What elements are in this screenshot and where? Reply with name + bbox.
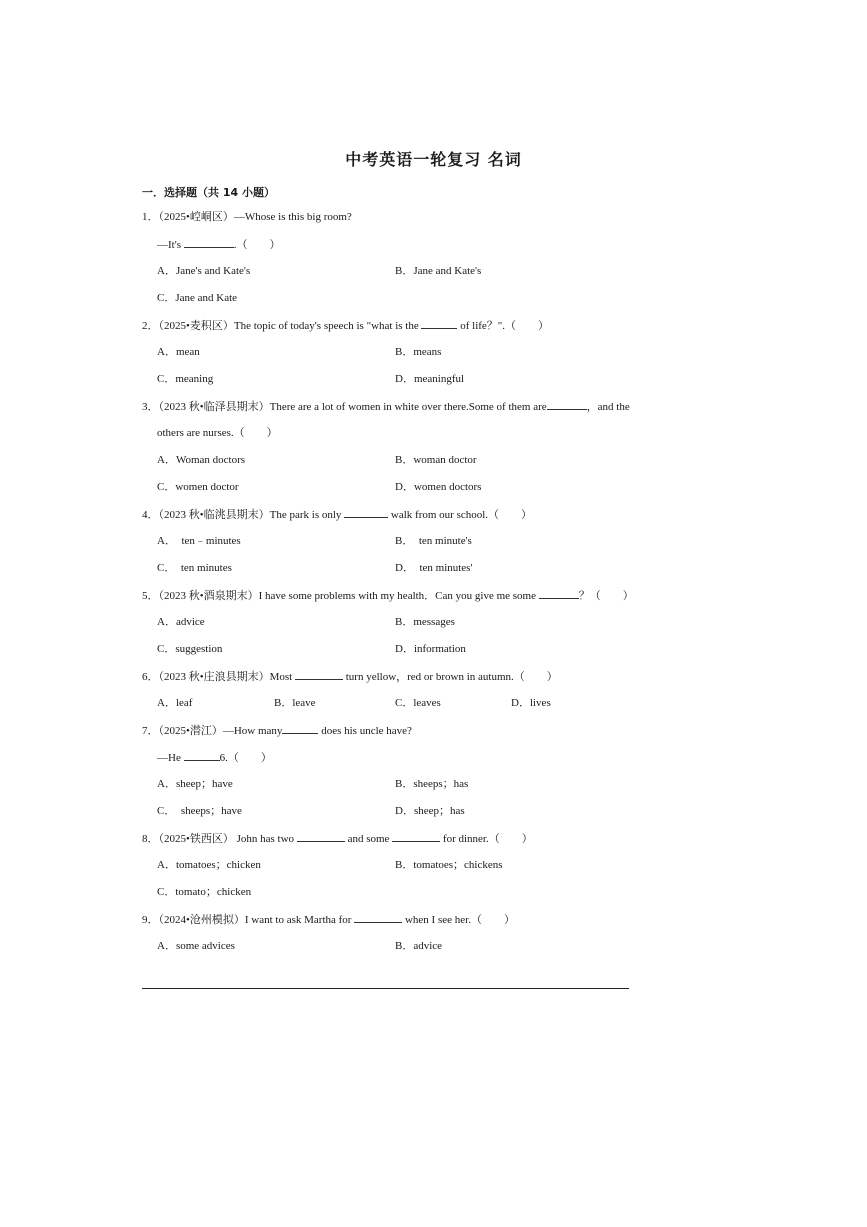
answer-blank — [184, 237, 234, 248]
question-8: 8．（2025•铁西区） John has two and some for dinner.（ ） — [142, 833, 533, 845]
option-b: B．advice — [395, 940, 443, 952]
option-d: D．meaningful — [395, 373, 465, 385]
option-b: B．Jane and Kate's — [395, 265, 482, 277]
option-a: A．sheep；have — [157, 778, 233, 790]
option-d: D．sheep；has — [395, 805, 465, 817]
option-c: C．leaves — [395, 697, 441, 709]
option-a: A． ten﹣minutes — [157, 535, 241, 547]
option-c: C．Jane and Kate — [157, 292, 238, 304]
answer-blank — [354, 912, 402, 923]
option-c: C．suggestion — [157, 643, 223, 655]
option-a: A．tomatoes；chicken — [157, 859, 261, 871]
option-c: C． ten minutes — [157, 562, 232, 574]
question-1: 1．（2025•崆峒区）—Whose is this big room? — [142, 211, 352, 223]
question-3-line-2: others are nurses.（ ） — [157, 427, 278, 439]
option-b: B．messages — [395, 616, 455, 628]
option-c: C． sheeps；have — [157, 805, 242, 817]
option-c: C．women doctor — [157, 481, 239, 493]
page-title: 中考英语一轮复习 名词 — [345, 150, 522, 169]
question-3: 3．（2023 秋•临泽县期末）There are a lot of women in white over there.Some of them are ，and the — [142, 401, 630, 413]
option-b: B．woman doctor — [395, 454, 477, 466]
option-b: B．tomatoes；chickens — [395, 859, 503, 871]
option-a: A．leaf — [157, 697, 193, 709]
option-d: D．lives — [511, 697, 551, 709]
option-a: A．Jane's and Kate's — [157, 265, 251, 277]
option-d: D． ten minutes' — [395, 562, 473, 574]
answer-blank — [295, 669, 343, 680]
section-heading: 一．选择题（共 14 小题） — [142, 186, 275, 199]
answer-blank — [282, 723, 318, 734]
answer-blank — [421, 318, 457, 329]
option-c: C．tomato；chicken — [157, 886, 252, 898]
option-b: B． ten minute's — [395, 535, 472, 547]
answer-blank — [344, 507, 388, 518]
question-9: 9．（2024•沧州模拟）I want to ask Martha for when I see her.（ ） — [142, 914, 515, 926]
question-7-line-2: —He 6.（ ） — [157, 752, 272, 764]
option-a: A．mean — [157, 346, 200, 358]
option-a: A．some advices — [157, 940, 235, 952]
question-5: 5．（2023 秋•酒泉期末）I have some problems with my health．Can you give me some ？（ ） — [142, 590, 634, 602]
question-4: 4．（2023 秋•临洮县期末）The park is only walk from our school.（ ） — [142, 509, 533, 521]
answer-blank — [539, 588, 579, 599]
answer-blank — [184, 750, 220, 761]
question-7: 7．（2025•潜江）—How many does his uncle have? — [142, 725, 412, 737]
option-b: B．sheeps；has — [395, 778, 469, 790]
option-a: A．advice — [157, 616, 205, 628]
answer-blank — [297, 831, 345, 842]
option-b: B．leave — [274, 697, 316, 709]
option-a: A．Woman doctors — [157, 454, 246, 466]
answer-blank — [547, 399, 587, 410]
option-b: B．means — [395, 346, 442, 358]
option-c: C．meaning — [157, 373, 214, 385]
footer-divider — [142, 988, 629, 989]
question-6: 6．（2023 秋•庄浪县期末）Most turn yellow，red or brown in autumn.（ ） — [142, 671, 558, 683]
answer-blank — [392, 831, 440, 842]
option-d: D．women doctors — [395, 481, 482, 493]
question-2: 2．（2025•麦积区）The topic of today's speech is "what is the of life？".（ ） — [142, 320, 550, 332]
question-1-line-2: —It's .（ ） — [157, 239, 281, 251]
option-d: D．information — [395, 643, 466, 655]
